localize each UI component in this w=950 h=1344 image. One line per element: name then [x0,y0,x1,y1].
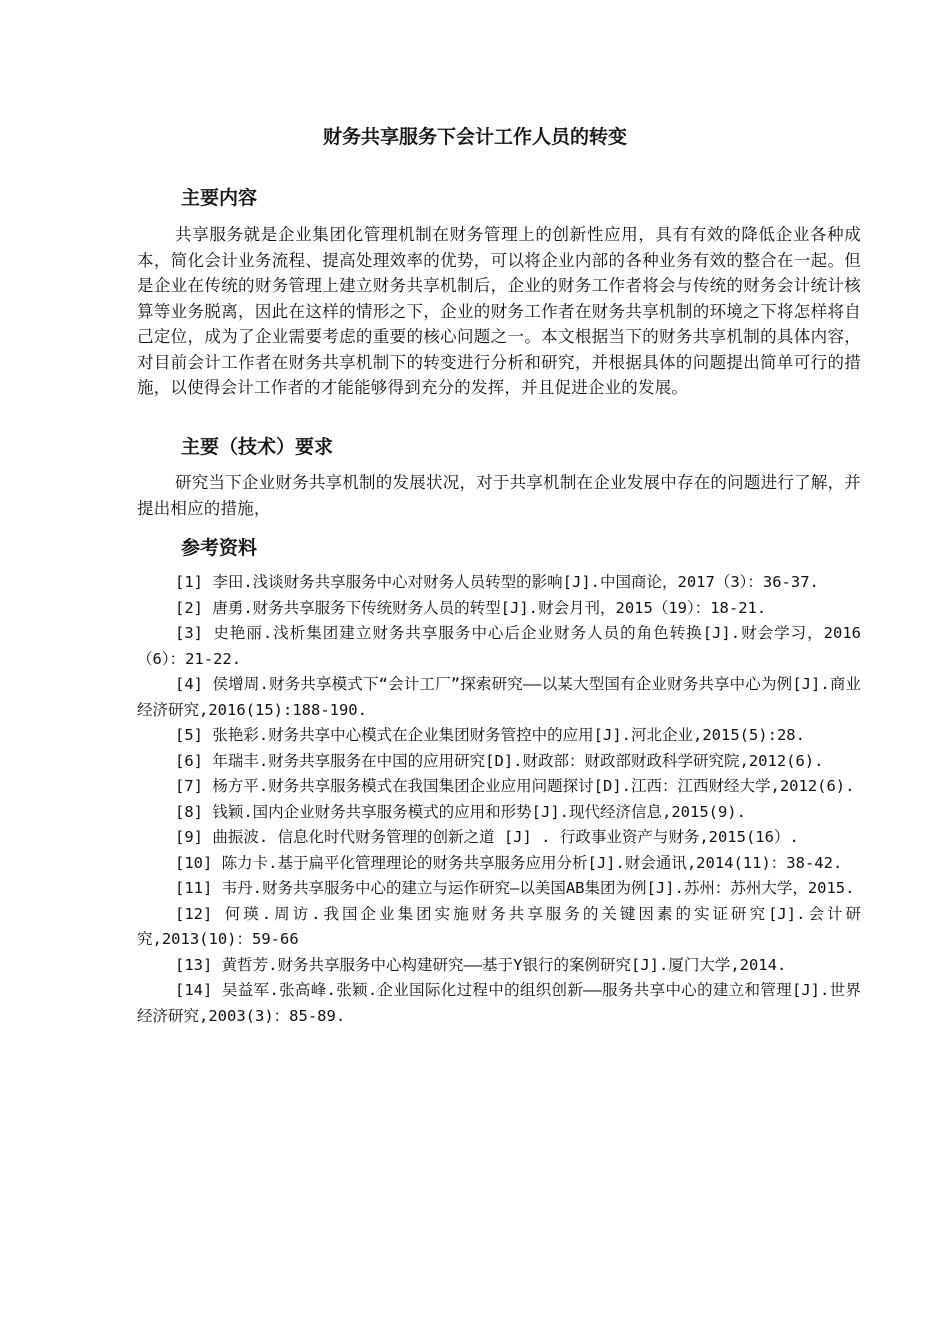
reference-item: [7] 杨方平.财务共享服务模式在我国集团企业应用问题探讨[D].江西：江西财经大学,2012(6). [175,777,855,795]
requirements-paragraph: 研究当下企业财务共享机制的发展状况，对于共享机制在企业发展中存在的问题进行了解，并提出相应的措施， [137,473,861,518]
document-title: 财务共享服务下会计工作人员的转变 [322,126,627,148]
reference-item: [11] 韦丹.财务共享服务中心的建立与运作研究—以美国AB集团为例[J].苏州：苏州大学，2015. [175,879,855,897]
reference-item: [12] 何瑛.周访.我国企业集团实施财务共享服务的关键因素的实证研究[J].会计研究,2013(10)：59-66 [137,904,861,948]
reference-item: [8] 钱颖.国内企业财务共享服务模式的应用和形势[J].现代经济信息,2015(9). [175,802,746,821]
section-heading-requirements: 主要（技术）要求 [181,436,334,458]
reference-item: [10] 陈力卡.基于扁平化管理理论的财务共享服务应用分析[J].财会通讯,2014(11)：38-42. [175,853,843,872]
section-heading-references: 参考资料 [181,537,258,559]
reference-item: [9] 曲振波. 信息化时代财务管理的创新之道 [J] . 行政事业资产与财务,2015(16）. [175,828,799,846]
reference-item: [6] 年瑞丰.财务共享服务在中国的应用研究[D].财政部：财政部财政科学研究院,2012(6). [175,751,824,770]
reference-item: [4] 侯增周.财务共享模式下“会计工厂”探索研究——以某大型国有企业财务共享中心为例[J].商业经济研究,2016(15):188-190. [137,675,861,719]
reference-item: [1] 李田.浅谈财务共享服务中心对财务人员转型的影响[J].中国商论，2017（3）：36-37. [175,573,819,591]
reference-item: [13] 黄哲芳.财务共享服务中心构建研究——基于Y银行的案例研究[J].厦门大学,2014. [175,955,787,974]
reference-item: [2] 唐勇.财务共享服务下传统财务人员的转型[J].财会月刊，2015（19）：18-21. [175,598,767,617]
reference-item: [3] 史艳丽.浅析集团建立财务共享服务中心后企业财务人员的角色转换[J].财会学习，2016（6）：21-22. [137,624,861,668]
reference-item: [14] 吴益军.张高峰.张颖.企业国际化过程中的组织创新——服务共享中心的建立和管理[J].世界经济研究,2003(3)：85-89. [137,981,861,1025]
reference-item: [5] 张艳彩.财务共享中心模式在企业集团财务管控中的应用[J].河北企业,2015(5):28. [175,726,805,744]
section-heading-main-content: 主要内容 [181,187,258,209]
main-content-paragraph: 共享服务就是企业集团化管理机制在财务管理上的创新性应用，具有有效的降低企业各种成本，简化会计业务流程、提高处理效率的优势，可以将企业内部的各种业务有效的整合在一起。但是企业在传统的财务管理上建立财务共享机制后，企业的财务工作者将会与传统的财务会计统计核算等业务脱离，因此在这样的情形之下，企业的财务工作者在财务共享机制的环境之下将怎样将自己定位，成为了企业需要考虑的重要的核心问题之一。本文根据当下的财务共享机制的具体内容，对目前会计工作者在财务共享机制下的转变进行分析和研究，并根据具体的问题提出简单可行的措施，以使得会计工作者的才能能够得到充分的发挥，并且促进企业的发展。 [137,225,861,397]
reference-list [137,570,861,1029]
